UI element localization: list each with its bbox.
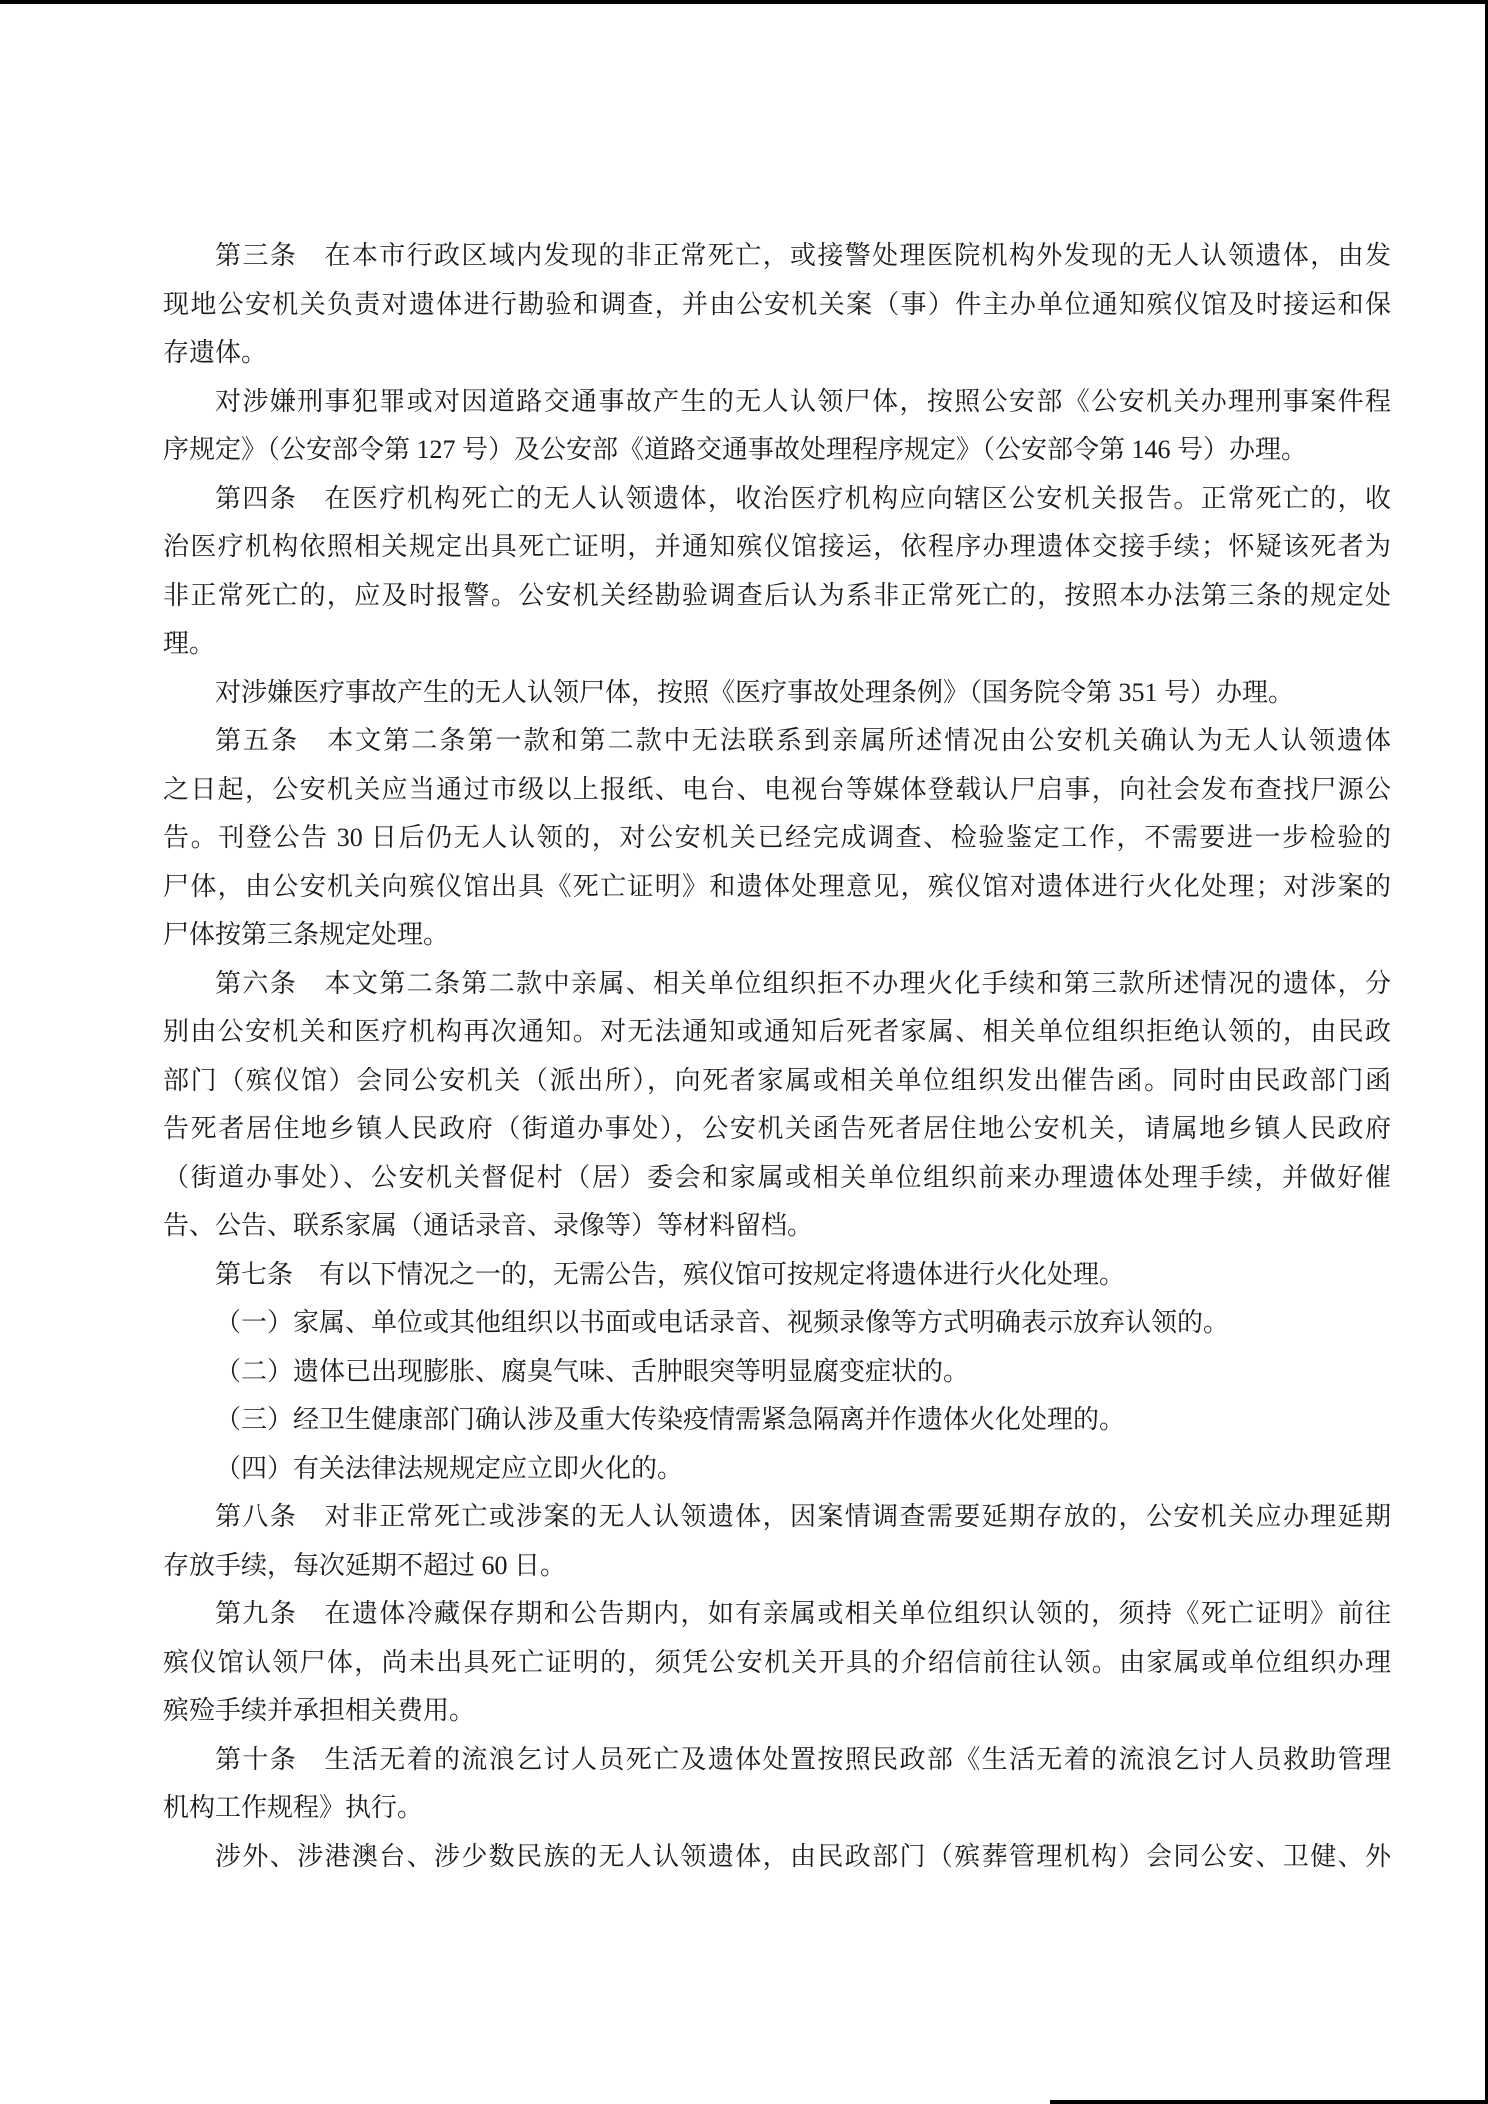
text-line: 存放手续，每次延期不超过 60 日。	[163, 1550, 567, 1580]
text-line: 告、公告、联系家属（通话录音、录像等）等材料留档。	[163, 1211, 814, 1240]
text-line: 第四条 在医疗机构死亡的无人认领遗体，收治医疗机构应向辖区公安机关报告。正常死亡的，收	[215, 483, 1391, 513]
text-line: 部门（殡仪馆）会同公安机关（派出所），向死者家属或相关单位组织发出催告函。同时由民政部门函	[163, 1065, 1391, 1095]
text-line: 机构工作规程》执行。	[163, 1793, 424, 1822]
page-edge-bottom-right	[1050, 2100, 1488, 2104]
text-line: 第六条 本文第二条第二款中亲属、相关单位组织拒不办理火化手续和第三款所述情况的遗体，分	[215, 968, 1391, 998]
text-line: 治医疗机构依照相关规定出具死亡证明，并通知殡仪馆接运，依程序办理遗体交接手续；怀疑该死者为	[163, 532, 1391, 561]
text-line: 理。	[163, 629, 216, 658]
text-line: 序规定》（公安部令第 127 号）及公安部《道路交通事故处理程序规定》（公安部令第 146 号）办理。	[163, 435, 1308, 464]
text-line: 涉外、涉港澳台、涉少数民族的无人认领遗体，由民政部门（殡葬管理机构）会同公安、卫健、外	[215, 1841, 1391, 1871]
text-line: 之日起，公安机关应当通过市级以上报纸、电台、电视台等媒体登载认尸启事，向社会发布查找尸源公	[163, 774, 1391, 804]
text-line: 对涉嫌刑事犯罪或对因道路交通事故产生的无人认领尸体，按照公安部《公安机关办理刑事案件程	[215, 386, 1391, 416]
text-line: （街道办事处）、公安机关督促村（居）委会和家属或相关单位组织前来办理遗体处理手续，并做好催	[163, 1162, 1391, 1192]
text-line: 第七条 有以下情况之一的，无需公告，殡仪馆可按规定将遗体进行火化处理。	[215, 1259, 1126, 1289]
text-line: 第十条 生活无着的流浪乞讨人员死亡及遗体处置按照民政部《生活无着的流浪乞讨人员救助管理	[215, 1744, 1391, 1774]
text-line: 第九条 在遗体冷藏保存期和公告期内，如有亲属或相关单位组织认领的，须持《死亡证明》前往	[215, 1599, 1391, 1628]
text-line: （四）有关法律法规规定应立即火化的。	[215, 1453, 684, 1483]
text-line: 尸体按第三条规定处理。	[163, 920, 450, 949]
text-line: 殡仪馆认领尸体，尚未出具死亡证明的，须凭公安机关开具的介绍信前往认领。由家属或单位组织办理	[163, 1647, 1391, 1677]
text-line: 存遗体。	[163, 338, 268, 367]
document-text	[163, 232, 1391, 1881]
text-line: 非正常死亡的，应及时报警。公安机关经勘验调查后认为系非正常死亡的，按照本办法第三条的规定处	[163, 580, 1391, 610]
text-line: 别由公安机关和医疗机构再次通知。对无法通知或通知后死者家属、相关单位组织拒绝认领的，由民政	[163, 1017, 1391, 1046]
text-line: 告。刊登公告 30 日后仍无人认领的，对公安机关已经完成调查、检验鉴定工作，不需要进一步检验的	[163, 823, 1391, 852]
text-line: 殡殓手续并承担相关费用。	[163, 1696, 476, 1725]
text-line: 第五条 本文第二条第一款和第二款中无法联系到亲属所述情况由公安机关确认为无人认领遗体	[215, 726, 1391, 755]
text-line: 第八条 对非正常死亡或涉案的无人认领遗体，因案情调查需要延期存放的，公安机关应办理延期	[215, 1502, 1391, 1531]
text-line: 尸体，由公安机关向殡仪馆出具《死亡证明》和遗体处理意见，殡仪馆对遗体进行火化处理；对涉案的	[163, 871, 1391, 901]
text-line: 现地公安机关负责对遗体进行勘验和调查，并由公安机关案（事）件主办单位通知殡仪馆及时接运和保	[163, 289, 1391, 319]
text-line: （二）遗体已出现膨胀、腐臭气味、舌肿眼突等明显腐变症状的。	[215, 1356, 970, 1386]
text-line: 第三条 在本市行政区域内发现的非正常死亡，或接警处理医院机构外发现的无人认领遗体，由发	[215, 241, 1391, 270]
text-line: （三）经卫生健康部门确认涉及重大传染疫情需紧急隔离并作遗体火化处理的。	[215, 1405, 1126, 1434]
text-line: 告死者居住地乡镇人民政府（街道办事处），公安机关函告死者居住地公安机关，请属地乡镇人民政府	[163, 1114, 1391, 1143]
page-edge-top	[0, 0, 1488, 4]
text-line: （一）家属、单位或其他组织以书面或电话录音、视频录像等方式明确表示放弃认领的。	[215, 1308, 1230, 1337]
text-line: 对涉嫌医疗事故产生的无人认领尸体，按照《医疗事故处理条例》（国务院令第 351 号）办理。	[215, 677, 1295, 707]
